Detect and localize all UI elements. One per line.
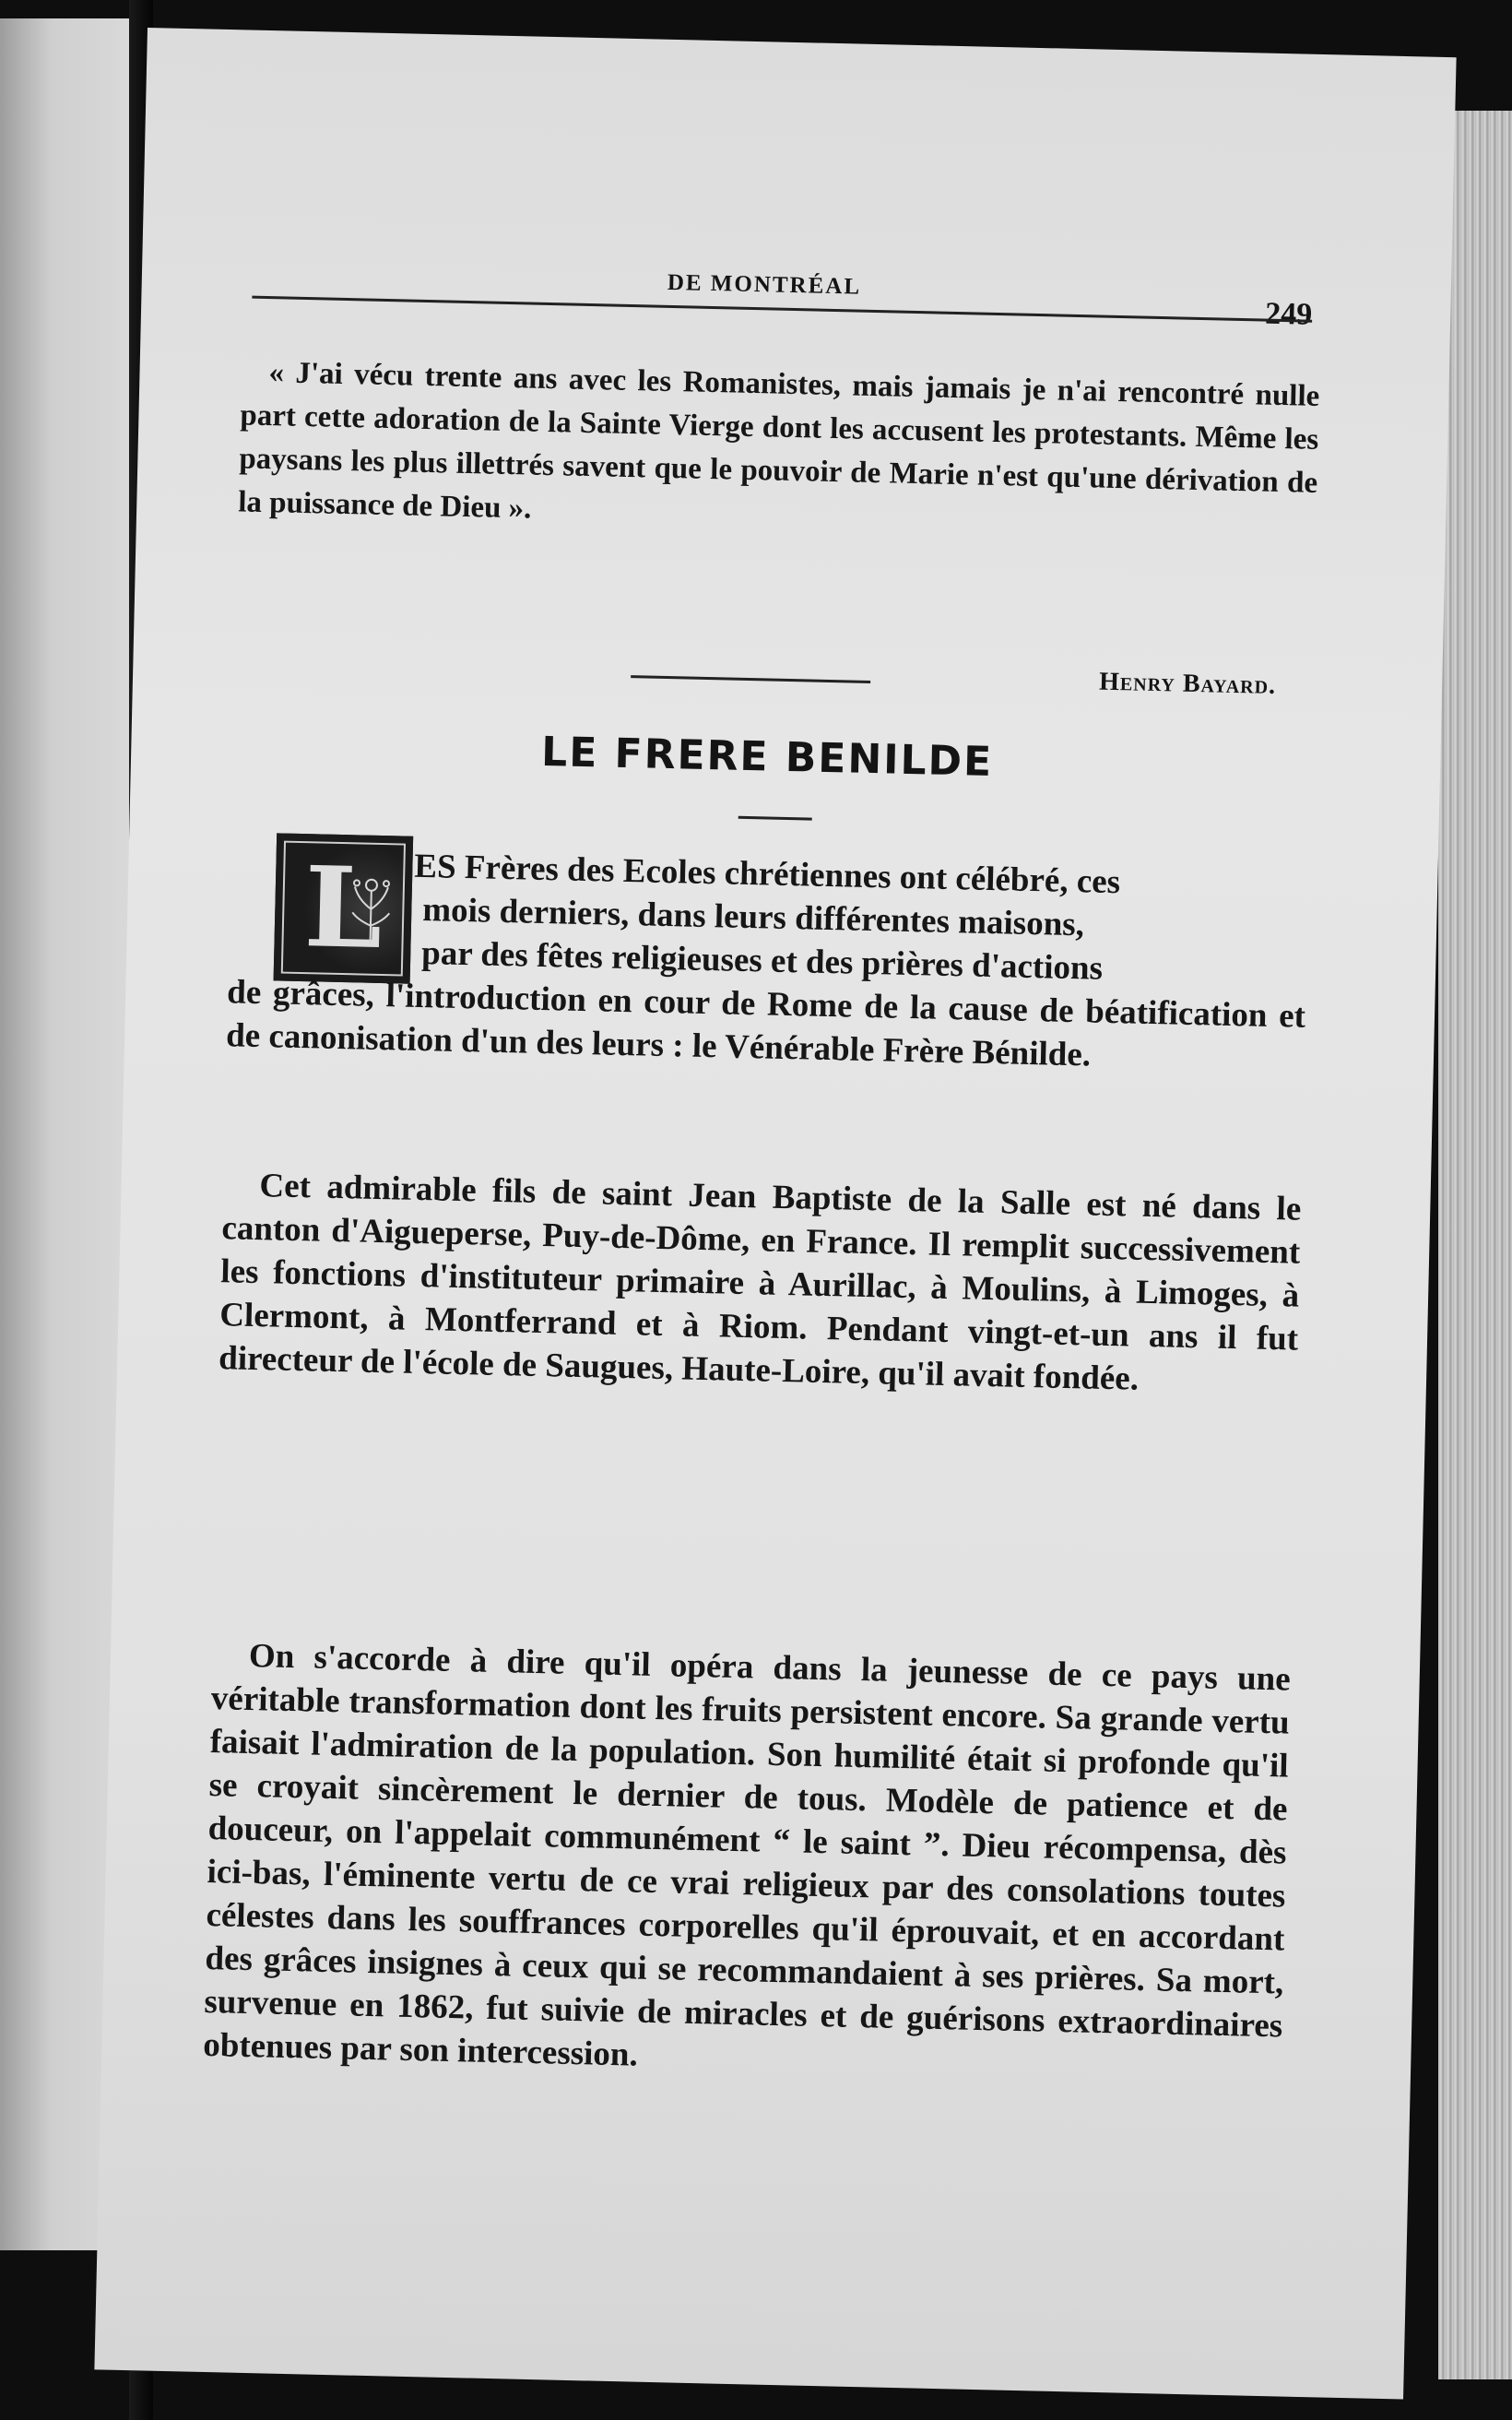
title-divider — [738, 816, 812, 821]
paragraph-1 — [226, 841, 1309, 1082]
running-title: DE MONTRÉAL — [667, 269, 862, 300]
book-page — [94, 28, 1456, 2400]
quote-author: Henry Bayard. — [1098, 667, 1277, 700]
p1-line-2: mois derniers, dans leurs différentes maisons, — [421, 891, 1085, 944]
paragraph-2: Cet admirable fils de saint Jean Baptiste de la Salle est né dans le canton d'Aigueperse, Puy-de-Dôme, en France. Il remplit successivement les fonctions d'instituteur primaire à Aurillac, à Moulins, à Limoges, à Clermont, à Montferrand et à Riom. Pendant vingt-et-un ans il fut directeur de l'école de Saugues, Haute-Loire, qu'il avait fondée. — [218, 1167, 1302, 1398]
p1-line-3: par des fêtes religieuses et des prières d'actions — [420, 933, 1104, 988]
p1-line-1: ES Frères des Ecoles chrétiennes ont célébré, ces — [413, 847, 1121, 902]
page-content — [189, 232, 1323, 2285]
dropcap-letter: L — [302, 842, 384, 975]
quote-paragraph: « J'ai vécu trente ans avec les Romanistes, mais jamais je n'ai rencontré nulle part cette adoration de la Sainte Vierge dont les accusent les protestants. Même les paysans les plus illettrés savent que le pouvoir de Marie n'est qu'une dérivation de la puissance de Dieu ». — [237, 356, 1320, 526]
running-head — [233, 260, 1322, 332]
quote-divider — [631, 675, 870, 683]
page-block-edge — [1438, 111, 1512, 2379]
article-title: LE FRERE BENILDE — [540, 728, 994, 787]
paragraph-3: On s'accorde à dire qu'il opéra dans la jeunesse de ce pays une véritable transformation dont les fruits persistent encore. Sa grande vertu faisait l'admiration de la population. Son humilité était si profonde qu'il se croyait sincèrement le dernier de tous. Modèle de patience et de douceur, on l'appelait communément “ le saint ”. Dieu récompensa, dès ici-bas, l'éminente vertu de ce vrai religieux par des consolations toutes célestes dans les souffrances corporelles qu'il éprouvait, et en accordant des grâces insignes à ceux qui se recommandaient à ses prières. Sa mort, survenue en 1862, fut suivie de miracles et de guérisons extraordinaires obtenues par son intercession. — [202, 1636, 1292, 2074]
page-number: 249 — [1264, 296, 1313, 332]
p1-rest: de grâces, l'introduction en cour de Rome de la cause de béatification et de canonisation d'un des leurs : le Vénérable Frère Bénilde. — [225, 973, 1306, 1074]
